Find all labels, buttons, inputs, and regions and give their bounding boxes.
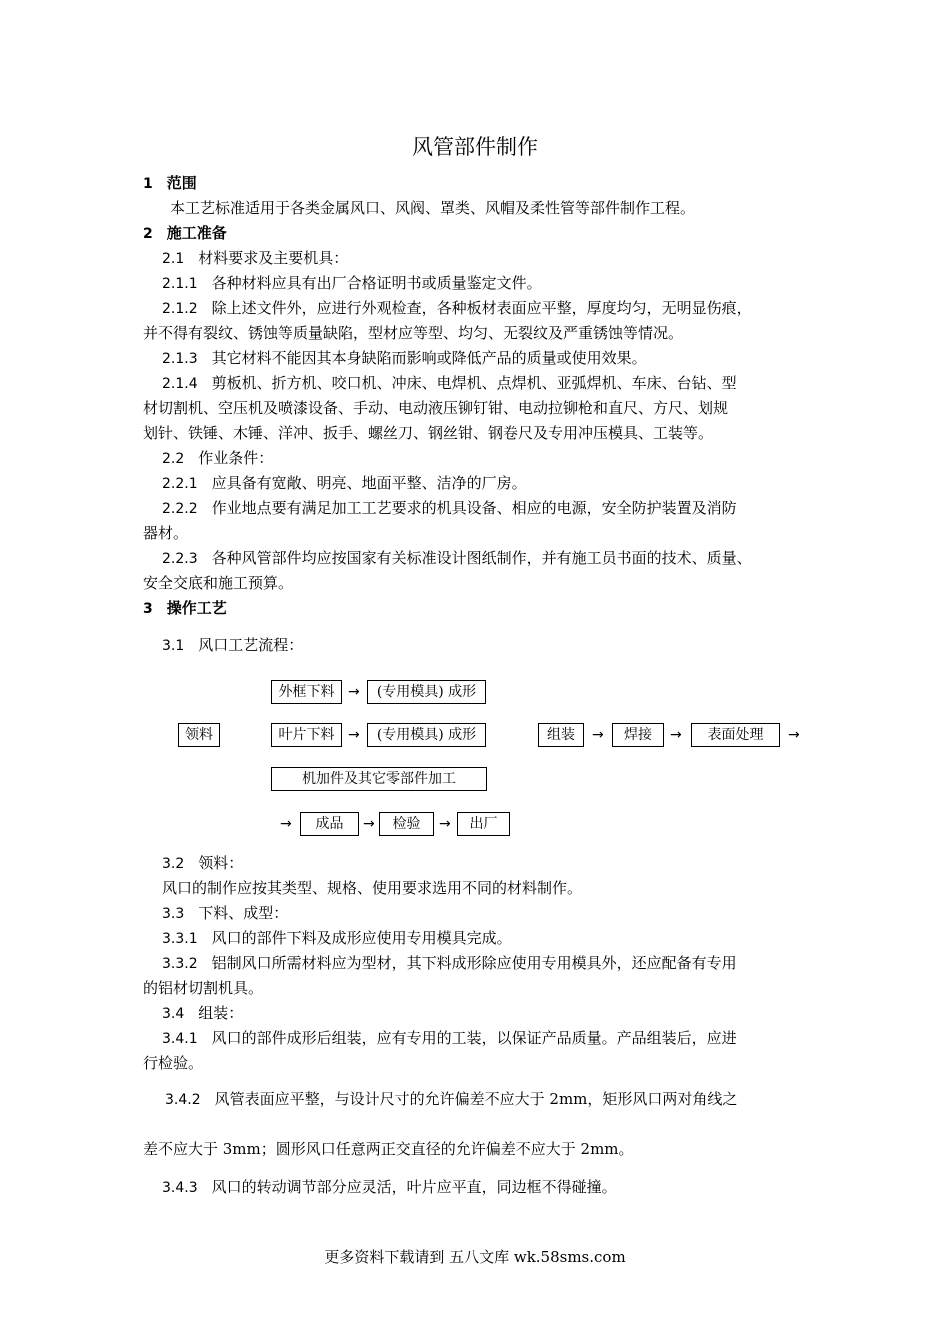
section-number: 3 <box>143 601 153 617</box>
clause-text: 下料、成型： <box>198 904 289 922</box>
clause-3-4-2-cont: 差不应大于 3mm；圆形风口任意两正交直径的允许偏差不应大于 2mm。 <box>143 1140 634 1158</box>
clause-number: 2.2 <box>162 451 185 467</box>
flow-box-jianyan: 检验 <box>379 812 434 836</box>
clause-number: 3.4.2 <box>165 1092 201 1108</box>
clause-number: 3.1 <box>162 638 185 654</box>
clause-2-1-4-cont1: 材切割机、空压机及喷漆设备、手动、电动液压铆钉钳、电动拉铆枪和直尺、方尺、划规 <box>143 399 729 417</box>
flow-box-chengxing-1: (专用模具) 成形 <box>367 680 486 704</box>
clause-text: 作业条件： <box>198 449 274 467</box>
clause-3-4 <box>162 1004 830 1023</box>
clause-3-3 <box>162 904 830 923</box>
clause-text: 应具备有宽敞、明亮、地面平整、洁净的厂房。 <box>211 474 527 492</box>
clause-3-4-1 <box>162 1029 830 1048</box>
clause-3-4-2 <box>165 1090 833 1109</box>
clause-text: 组装： <box>198 1004 244 1022</box>
flow-box-chuchang: 出厂 <box>457 812 510 836</box>
clause-number: 2.2.2 <box>162 501 198 517</box>
clause-3-2 <box>162 854 830 873</box>
flow-box-waikuang: 外框下料 <box>271 680 342 704</box>
section-number: 1 <box>143 176 153 192</box>
page-title: 风管部件制作 <box>412 135 538 159</box>
section-title: 施工准备 <box>166 224 227 242</box>
flow-box-yepian: 叶片下料 <box>271 723 342 747</box>
flow-box-hanjie: 焊接 <box>612 723 664 747</box>
flow-arrow: → <box>363 816 375 832</box>
clause-2-1-1 <box>162 274 830 293</box>
clause-3-2-body: 风口的制作应按其类型、规格、使用要求选用不同的材料制作。 <box>162 879 583 897</box>
flow-arrow: → <box>439 816 451 832</box>
section-1-text: 本工艺标准适用于各类金属风口、风阀、罩类、风帽及柔性管等部件制作工程。 <box>170 199 696 217</box>
clause-text: 风管表面应平整，与设计尺寸的允许偏差不应大于 2mm，矩形风口两对角线之 <box>214 1090 738 1108</box>
clause-2-2-3-cont: 安全交底和施工预算。 <box>143 574 294 592</box>
clause-text: 剪板机、折方机、咬口机、冲床、电焊机、点焊机、亚弧焊机、车床、台钻、型 <box>211 374 737 392</box>
clause-number: 2.2.3 <box>162 551 198 567</box>
flow-box-lingliao: 领料 <box>178 723 220 747</box>
clause-number: 2.2.1 <box>162 476 198 492</box>
clause-2-1-2 <box>162 299 830 318</box>
clause-number: 3.3 <box>162 906 185 922</box>
clause-2-1-2-cont: 并不得有裂纹、锈蚀等质量缺陷，型材应等型、均匀、无裂纹及严重锈蚀等情况。 <box>143 324 684 342</box>
flow-arrow: → <box>280 816 292 832</box>
clause-number: 3.2 <box>162 856 185 872</box>
clause-number: 3.3.2 <box>162 956 198 972</box>
clause-number: 2.1.3 <box>162 351 198 367</box>
clause-number: 3.3.1 <box>162 931 198 947</box>
clause-3-3-1 <box>162 929 830 948</box>
flow-arrow: → <box>788 727 800 743</box>
clause-3-4-1-cont: 行检验。 <box>143 1054 204 1072</box>
section-2-heading <box>143 224 811 243</box>
clause-text: 风口的转动调节部分应灵活，叶片应平直，同边框不得碰撞。 <box>211 1178 617 1196</box>
flow-box-jijiagong: 机加件及其它零部件加工 <box>271 767 487 791</box>
flow-arrow: → <box>348 684 360 700</box>
flow-arrow: → <box>348 727 360 743</box>
clause-3-1 <box>162 636 830 655</box>
flow-arrow: → <box>592 727 604 743</box>
clause-text: 风口的部件成形后组装，应有专用的工装，以保证产品质量。产品组装后，应进 <box>211 1029 737 1047</box>
clause-2-2 <box>162 449 830 468</box>
clause-3-4-3 <box>162 1178 830 1197</box>
section-number: 2 <box>143 226 153 242</box>
section-3-heading <box>143 599 811 618</box>
clause-number: 2.1 <box>162 251 185 267</box>
clause-3-3-2-cont: 的铝材切割机具。 <box>143 979 264 997</box>
clause-2-1-3 <box>162 349 830 368</box>
clause-2-2-2 <box>162 499 830 518</box>
clause-number: 3.4.1 <box>162 1031 198 1047</box>
section-title: 操作工艺 <box>166 599 227 617</box>
clause-text: 作业地点要有满足加工工艺要求的机具设备、相应的电源，安全防护装置及消防 <box>211 499 737 517</box>
clause-text: 材料要求及主要机具： <box>198 249 349 267</box>
flow-box-chengxing-2: (专用模具) 成形 <box>367 723 486 747</box>
clause-text: 各种风管部件均应按国家有关标准设计图纸制作，并有施工员书面的技术、质量、 <box>211 549 752 567</box>
clause-text: 各种材料应具有出厂合格证明书或质量鉴定文件。 <box>211 274 542 292</box>
clause-text: 铝制风口所需材料应为型材，其下料成形除应使用专用模具外，还应配备有专用 <box>211 954 737 972</box>
flow-box-chengpin: 成品 <box>300 812 359 836</box>
clause-text: 除上述文件外，应进行外观检查，各种板材表面应平整，厚度均匀，无明显伤痕， <box>211 299 752 317</box>
clause-text: 风口的部件下料及成形应使用专用模具完成。 <box>211 929 512 947</box>
page-footer: 更多资料下载请到 五八文库 wk.58sms.com <box>324 1248 626 1266</box>
clause-number: 2.1.2 <box>162 301 198 317</box>
clause-3-3-2 <box>162 954 830 973</box>
clause-2-1-4-cont2: 划针、铁锤、木锤、洋冲、扳手、螺丝刀、钢丝钳、钢卷尺及专用冲压模具、工装等。 <box>143 424 714 442</box>
section-1-heading <box>143 174 811 193</box>
flow-arrow: → <box>670 727 682 743</box>
clause-text: 领料： <box>198 854 244 872</box>
clause-text: 其它材料不能因其本身缺陷而影响或降低产品的质量或使用效果。 <box>211 349 647 367</box>
section-title: 范围 <box>166 174 197 192</box>
clause-number: 3.4 <box>162 1006 185 1022</box>
clause-number: 3.4.3 <box>162 1180 198 1196</box>
clause-2-2-2-cont: 器材。 <box>143 524 189 542</box>
clause-2-2-1 <box>162 474 830 493</box>
clause-number: 2.1.1 <box>162 276 198 292</box>
clause-text: 风口工艺流程： <box>198 636 304 654</box>
clause-2-1-4 <box>162 374 830 393</box>
clause-number: 2.1.4 <box>162 376 198 392</box>
flow-box-zuzhuang: 组装 <box>538 723 584 747</box>
clause-2-1 <box>162 249 830 268</box>
clause-2-2-3 <box>162 549 830 568</box>
flow-box-biaomian: 表面处理 <box>691 723 780 747</box>
